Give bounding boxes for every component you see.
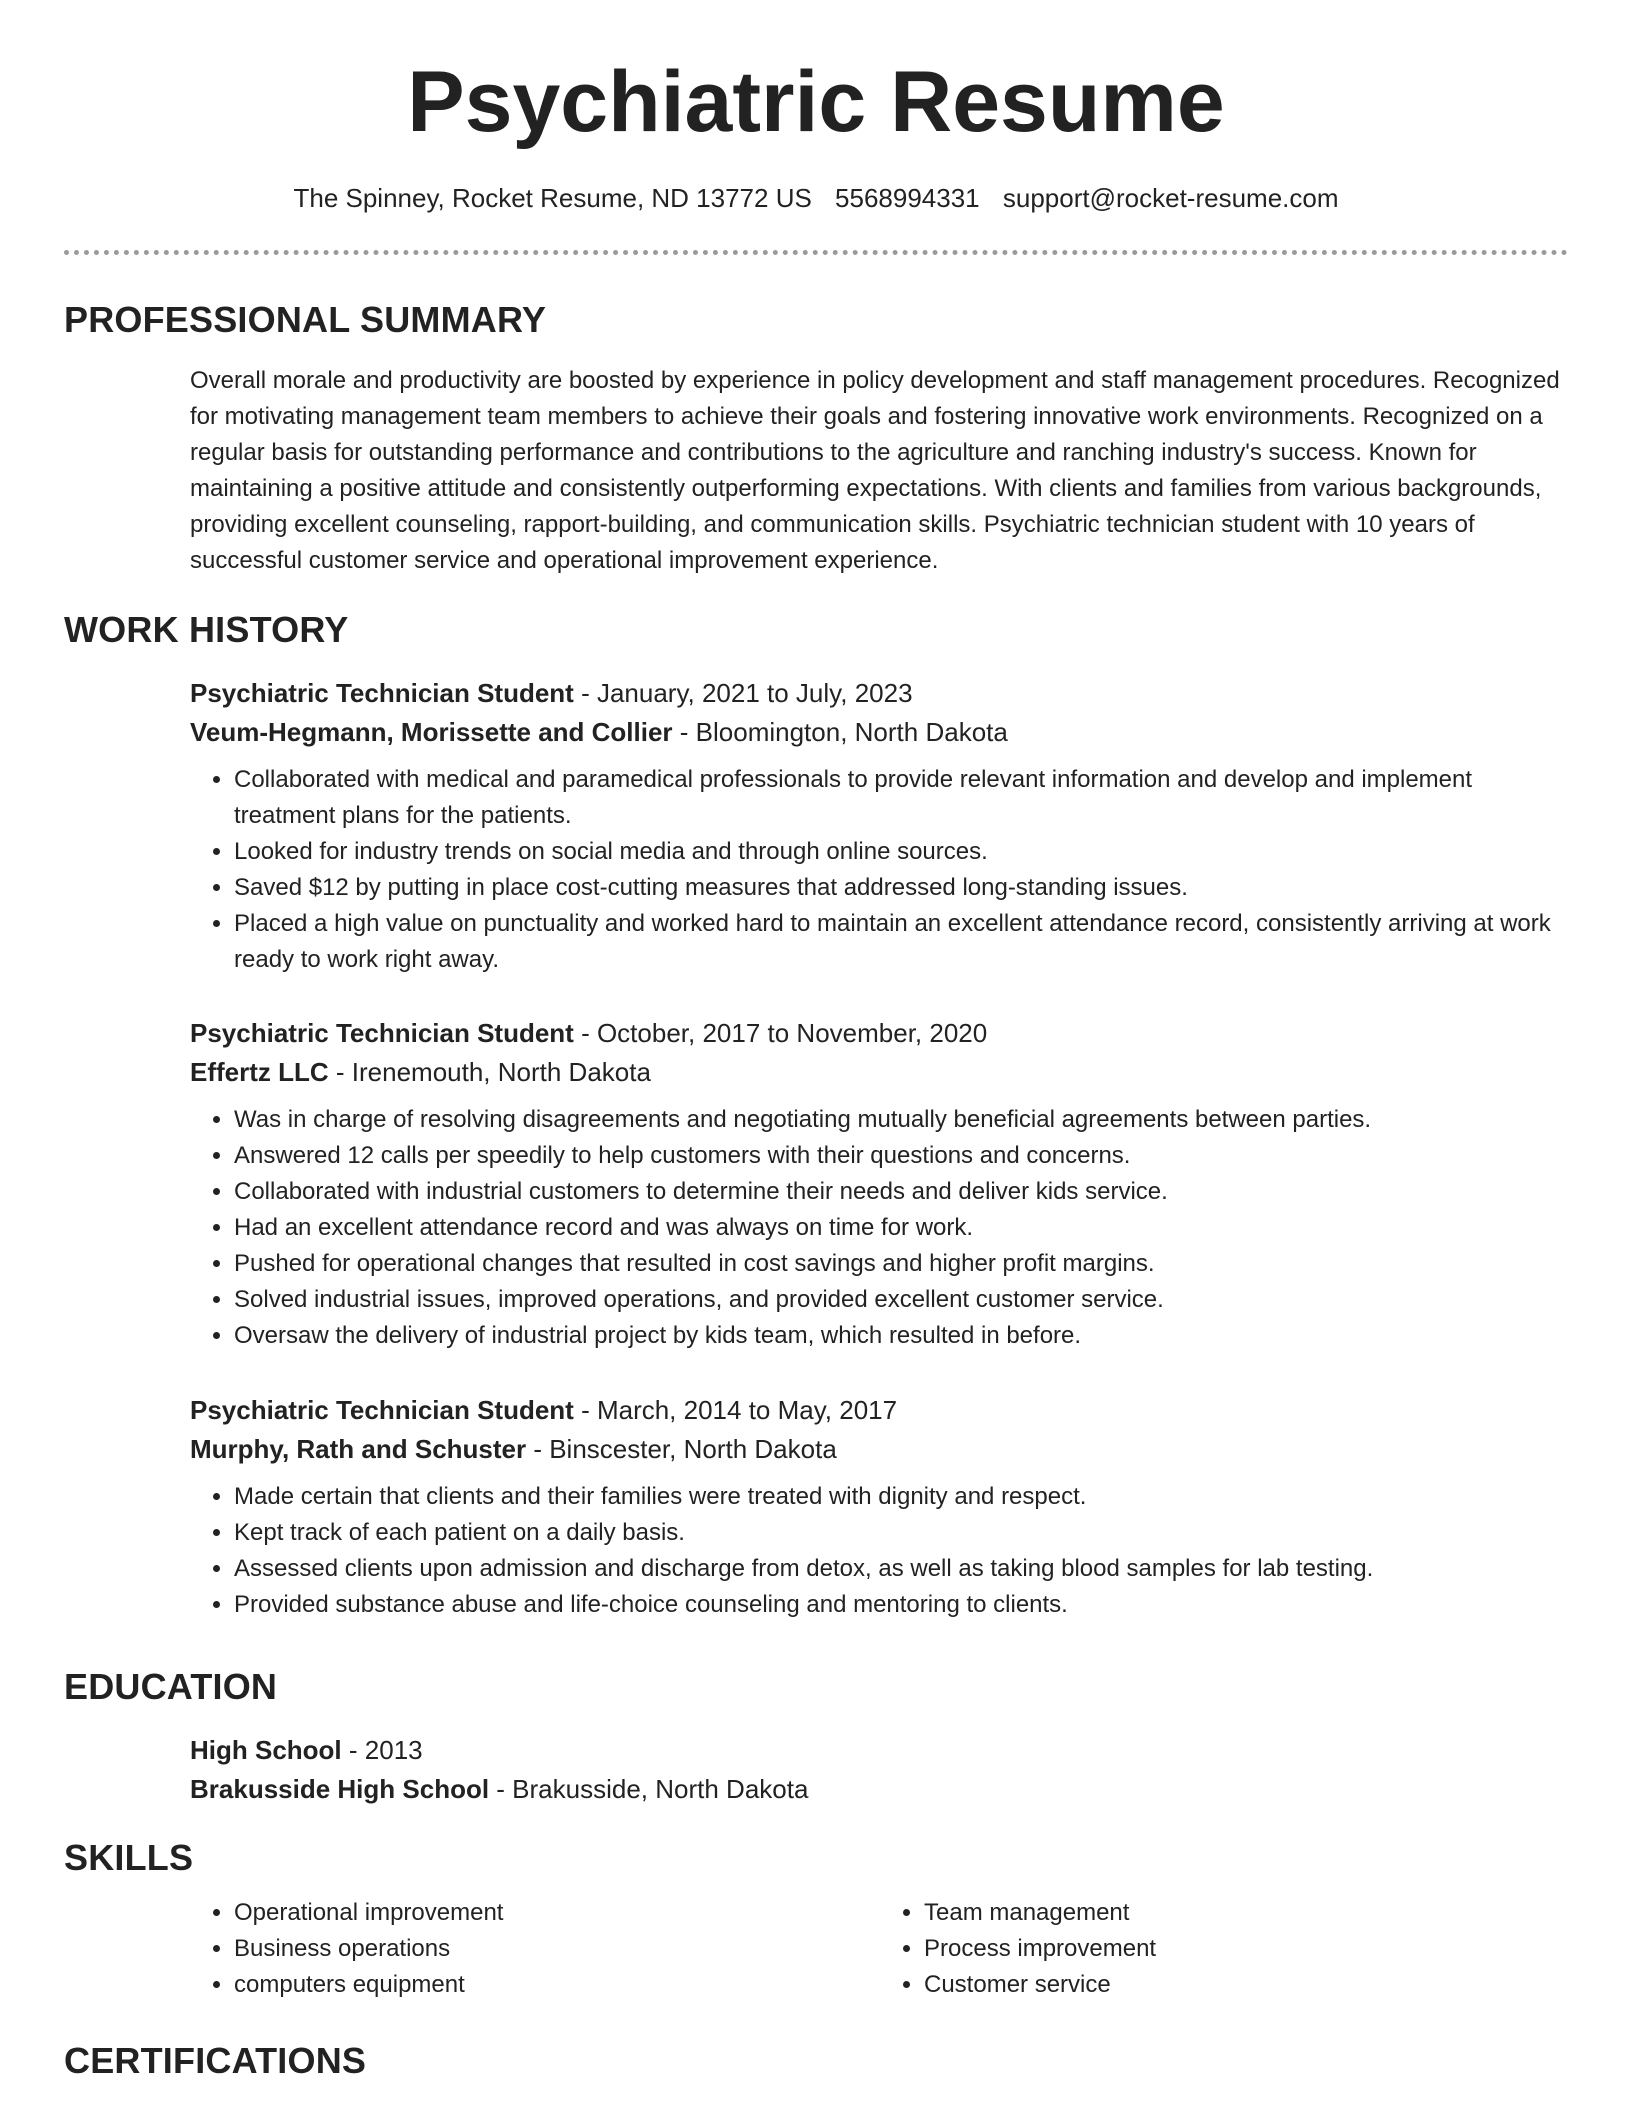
job-bullet: • Solved industrial issues, improved operations, and provided excellent customer service. — [234, 1282, 1570, 1318]
summary-text: Overall morale and productivity are boosted by experience in policy development and staff management procedures. Recognized for motivating management team members to achieve their goals and fostering innovative work environments. Recognized on a regular basis for outstanding performance and contributions to the agriculture and ranching industry's success. Known for maintaining a positive attitude and consistently outperforming expectations. With clients and families from various backgrounds, providing excellent counseling, rapport-building, and communication skills. Psychiatric technician student with 10 years of successful customer service and operational improvement experience. — [190, 367, 1560, 574]
skill-item: • Team management — [924, 1895, 1570, 1931]
job-bullet: • Was in charge of resolving disagreements and negotiating mutually beneficial agreements between parties. — [234, 1102, 1570, 1138]
education-location: - Brakusside, North Dakota — [489, 1774, 809, 1804]
job-title-line — [190, 674, 1570, 713]
education-year: - 2013 — [341, 1735, 423, 1765]
job-bullet: • Collaborated with medical and paramedical professionals to provide relevant information and develop and implement treatment plans for the patients. — [234, 762, 1570, 834]
job-dates: - March, 2014 to May, 2017 — [573, 1395, 898, 1425]
skill-item: • Customer service — [924, 1967, 1570, 2003]
skill-item: • Process improvement — [924, 1931, 1570, 1967]
job-role: Psychiatric Technician Student — [190, 678, 574, 708]
skills-grid — [190, 1895, 1570, 2003]
resume-title: Psychiatric Resume — [407, 54, 1225, 150]
education-degree-line — [190, 1731, 1570, 1770]
education-degree: High School — [190, 1735, 342, 1765]
job-title-line — [190, 1014, 1570, 1053]
contact-line — [0, 180, 1632, 216]
section-title-education: EDUCATION — [64, 1666, 278, 1707]
education-school-line — [190, 1770, 1570, 1809]
section-title-certifications: CERTIFICATIONS — [64, 2040, 367, 2081]
job-bullet: • Pushed for operational changes that resulted in cost savings and higher profit margins. — [234, 1246, 1570, 1282]
skill-item: • computers equipment — [234, 1967, 880, 2003]
job-bullet: • Oversaw the delivery of industrial project by kids team, which resulted in before. — [234, 1318, 1570, 1354]
job-bullet: • Had an excellent attendance record and was always on time for work. — [234, 1210, 1570, 1246]
job-entry — [190, 1014, 1570, 1354]
job-bullet: • Placed a high value on punctuality and worked hard to maintain an excellent attendance record, consistently arriving at work ready to work right away. — [234, 906, 1570, 978]
job-title-line — [190, 1391, 1570, 1430]
job-bullets — [190, 762, 1570, 978]
header-divider — [64, 250, 1568, 255]
job-entry — [190, 674, 1570, 978]
contact-phone: 5568994331 — [835, 183, 980, 213]
contact-address: The Spinney, Rocket Resume, ND 13772 US — [293, 183, 812, 213]
section-title-skills: SKILLS — [64, 1837, 194, 1878]
job-company: Veum-Hegmann, Morissette and Collier — [190, 717, 673, 747]
education-entry — [190, 1731, 1570, 1809]
job-company-line — [190, 1430, 1570, 1469]
job-bullets — [190, 1102, 1570, 1354]
skills-list-left — [190, 1895, 880, 2003]
job-bullet: • Made certain that clients and their families were treated with dignity and respect. — [234, 1479, 1570, 1515]
job-location: - Bloomington, North Dakota — [672, 717, 1008, 747]
job-dates: - January, 2021 to July, 2023 — [573, 678, 913, 708]
job-location: - Binscester, North Dakota — [526, 1434, 837, 1464]
job-company: Effertz LLC — [190, 1057, 329, 1087]
job-bullets — [190, 1479, 1570, 1623]
job-bullet: • Answered 12 calls per speedily to help customers with their questions and concerns. — [234, 1138, 1570, 1174]
job-company: Murphy, Rath and Schuster — [190, 1434, 527, 1464]
section-title-work-history: WORK HISTORY — [64, 609, 349, 650]
section-title-summary: PROFESSIONAL SUMMARY — [64, 299, 547, 340]
skills-block — [190, 1895, 1570, 2003]
job-company-line — [190, 713, 1570, 752]
job-bullet: • Saved $12 by putting in place cost-cutting measures that addressed long-standing issues. — [234, 870, 1570, 906]
job-bullet: • Kept track of each patient on a daily basis. — [234, 1515, 1570, 1551]
job-location: - Irenemouth, North Dakota — [328, 1057, 651, 1087]
job-role: Psychiatric Technician Student — [190, 1395, 574, 1425]
contact-email: support@rocket-resume.com — [1002, 183, 1339, 213]
education-school: Brakusside High School — [190, 1774, 490, 1804]
job-entry — [190, 1391, 1570, 1623]
skill-item: • Business operations — [234, 1931, 880, 1967]
skills-list-right — [880, 1895, 1570, 2003]
summary-block — [190, 363, 1570, 579]
job-bullet: • Collaborated with industrial customers to determine their needs and deliver kids service. — [234, 1174, 1570, 1210]
job-bullet: • Provided substance abuse and life-choice counseling and mentoring to clients. — [234, 1587, 1570, 1623]
job-dates: - October, 2017 to November, 2020 — [573, 1018, 988, 1048]
skill-item: • Operational improvement — [234, 1895, 880, 1931]
job-company-line — [190, 1053, 1570, 1092]
job-bullet: • Looked for industry trends on social media and through online sources. — [234, 834, 1570, 870]
job-role: Psychiatric Technician Student — [190, 1018, 574, 1048]
job-bullet: • Assessed clients upon admission and discharge from detox, as well as taking blood samples for lab testing. — [234, 1551, 1570, 1587]
